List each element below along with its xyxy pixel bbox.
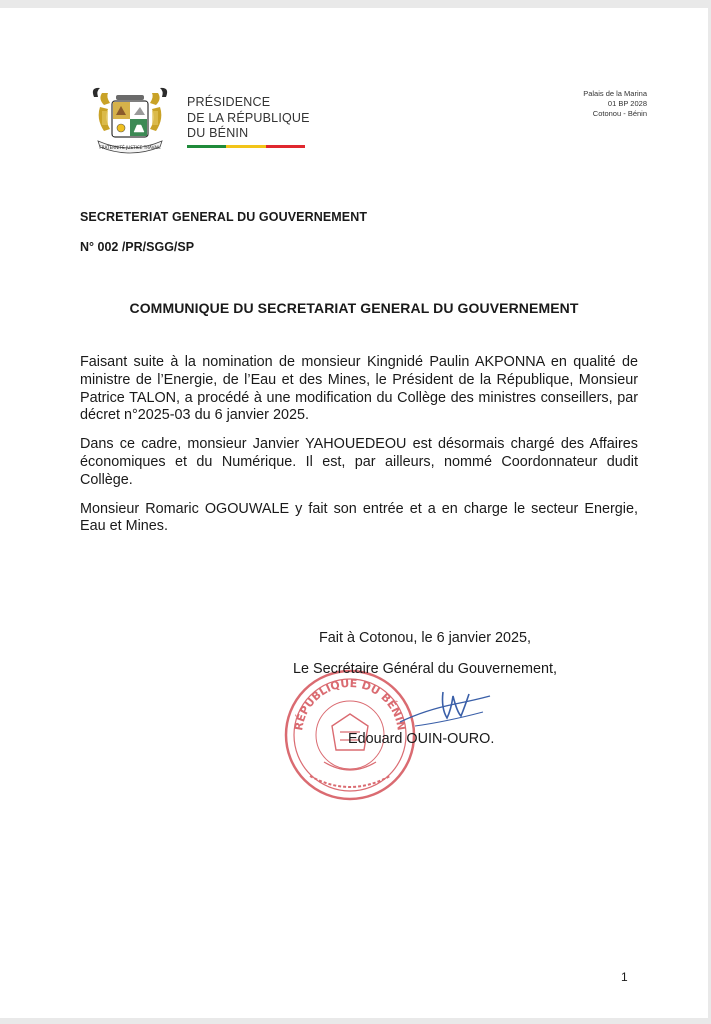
place-and-date: Fait à Cotonou, le 6 janvier 2025, <box>319 630 531 646</box>
body-paragraph-1: Faisant suite à la nomination de monsieur Kingnidé Paulin AKPONNA en qualité de ministre de l’Energie, de l’Eau et des Mines, le Président de la République, Monsieur Patrice TALON, a procédé à une modification du Collège des ministres conseillers, par décret n°2025-03 du 6 janvier 2025. <box>80 354 638 424</box>
body-paragraph-3: Monsieur Romaric OGOUWALE y fait son entrée et a en charge le secteur Energie, Eau et Mines. <box>80 500 638 535</box>
institution-line-2: DE LA RÉPUBLIQUE <box>187 110 310 125</box>
svg-text:RÉPUBLIQUE DU BÉNIN: RÉPUBLIQUE DU BÉNIN <box>292 676 408 732</box>
flag-red-stripe <box>266 145 305 148</box>
closing-block <box>0 630 708 790</box>
page-number: 1 <box>621 970 628 984</box>
signer-name: Edouard OUIN-OURO. <box>348 731 495 747</box>
handwritten-signature <box>395 682 495 732</box>
document-title: COMMUNIQUE DU SECRETARIAT GENERAL DU GOUVERNEMENT <box>129 300 579 316</box>
institution-line-1: PRÉSIDENCE <box>187 95 271 109</box>
body-paragraph-2: Dans ce cadre, monsieur Janvier YAHOUEDEOU est désormais chargé des Affaires économiques et du Numérique. Il est, par ailleurs, nommé Coordonnateur dudit Collège. <box>80 436 638 488</box>
flag-green-stripe <box>187 145 226 148</box>
institution-name <box>187 95 310 142</box>
address-line-1: Palais de la Marina <box>583 89 647 98</box>
signer-title: Le Secrétaire Général du Gouvernement, <box>293 661 557 677</box>
document-page <box>0 8 708 1018</box>
office-heading: SECRETERIAT GENERAL DU GOUVERNEMENT <box>80 210 368 224</box>
flag-color-bar <box>187 145 305 148</box>
address-line-2: 01 BP 2028 <box>607 99 647 108</box>
document-body <box>80 354 638 547</box>
svg-text:FRATERNITÉ JUSTICE TRAVAIL: FRATERNITÉ JUSTICE TRAVAIL <box>99 145 161 150</box>
address-block <box>583 89 647 119</box>
benin-coat-of-arms-icon <box>88 85 172 157</box>
address-line-3: Cotonou - Bénin <box>592 109 647 118</box>
reference-number: N° 002 /PR/SGG/SP <box>80 240 195 254</box>
institution-line-3: DU BÉNIN <box>187 126 249 140</box>
flag-yellow-stripe <box>226 145 265 148</box>
